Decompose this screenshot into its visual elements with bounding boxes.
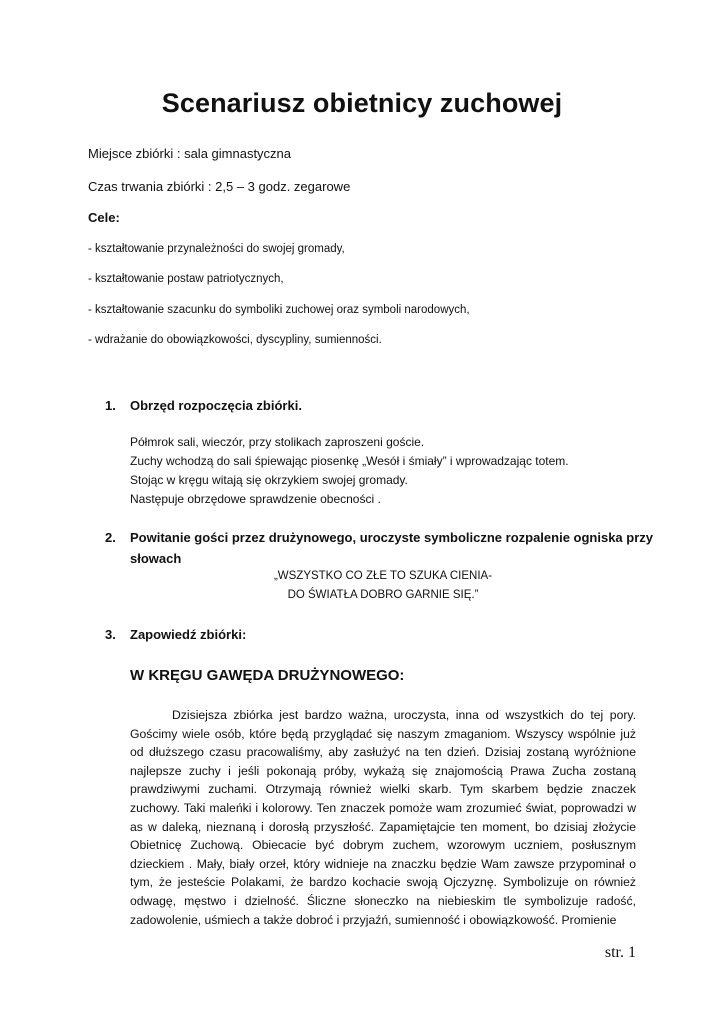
- goal-item: - kształtowanie postaw patriotycznych,: [88, 273, 284, 285]
- section-1-title: Obrzęd rozpoczęcia zbiórki.: [130, 398, 302, 413]
- document-title: Scenariusz obietnicy zuchowej: [161, 88, 563, 118]
- story-heading: W KRĘGU GAWĘDA DRUŻYNOWEGO:: [130, 667, 405, 684]
- meeting-place: Miejsce zbiórki : sala gimnastyczna: [88, 146, 292, 161]
- goal-item: - kształtowanie przynależności do swojej gromady,: [88, 243, 345, 255]
- section-3-number: 3.: [105, 627, 116, 642]
- section-3-title: Zapowiedź zbiórki:: [130, 627, 247, 642]
- goals-label: Cele:: [88, 210, 120, 225]
- section-2-title: Powitanie gości przez drużynowego, uroczyste symboliczne rozpalenie ogniska przy: [130, 530, 654, 545]
- goal-item: - wdrażanie do obowiązkowości, dyscypliny, sumienności.: [88, 334, 382, 346]
- meeting-duration: Czas trwania zbiórki : 2,5 – 3 godz. zegarowe: [88, 179, 351, 194]
- page-number: str. 1: [604, 944, 636, 961]
- goal-item: - kształtowanie szacunku do symboliki zuchowej oraz symboli narodowych,: [88, 304, 470, 316]
- section-2-quote: DO ŚWIATŁA DOBRO GARNIE SIĘ.”: [287, 589, 479, 601]
- section-1-number: 1.: [105, 398, 116, 413]
- section-1-line: Następuje obrzędowe sprawdzenie obecności .: [130, 492, 381, 506]
- section-1-line: Półmrok sali, wieczór, przy stolikach zaproszeni goście.: [130, 435, 425, 449]
- section-2-quote: „WSZYSTKO CO ZŁE TO SZUKA CIENIA-: [273, 570, 493, 582]
- story-paragraph: Dzisiejsza zbiórka jest bardzo ważna, uroczysta, inna od wszystkich do tej pory. Gościmy wiele osób, które będą przyglądać się naszym zmaganiom. Wszyscy wspólnie już od dłuższego czasu pracowaliśmy, aby zasłużyć na ten dzień. Dzisiaj zostaną wyróżnione najlepsze zuchy i jeśli pokonają próby, wykażą się znajomością Prawa Zucha zostaną prawdziwymi zuchami. Otrzymają również wielki skarb. Tym skarbem będzie znaczek zuchowy. Taki maleńki i kolorowy. Ten znaczek pomoże wam zrozumieć świat, poprowadzi w as w daleką, nieznaną i dorosłą przyszłość. Zapamiętajcie ten moment, bo dzisiaj złożycie Obietnicę Zuchową. Obiecacie być dobrym zuchem, wzorowym uczniem, posłusznym dzieckiem . Mały, biały orzeł, który widnieje na znaczku będzie Wam zawsze przypominał o tym, że jesteście Polakami, że bardzo kochacie swoją Ojczyznę. Symbolizuje on również odwagę, męstwo i dzielność. Śliczne słoneczko na niebieskim tle symbolizuje radość, zadowolenie, uśmiech a także dobroć i przyjaźń, sumienność i obowiązkowość. Promienie: [130, 708, 636, 927]
- section-2-number: 2.: [105, 530, 116, 545]
- section-1-line: Zuchy wchodzą do sali śpiewając piosenkę „Wesół i śmiały” i wprowadzając totem.: [130, 454, 569, 468]
- section-1-line: Stojąc w kręgu witają się okrzykiem swojej gromady.: [130, 473, 408, 487]
- section-2-title-cont: słowach: [130, 551, 182, 566]
